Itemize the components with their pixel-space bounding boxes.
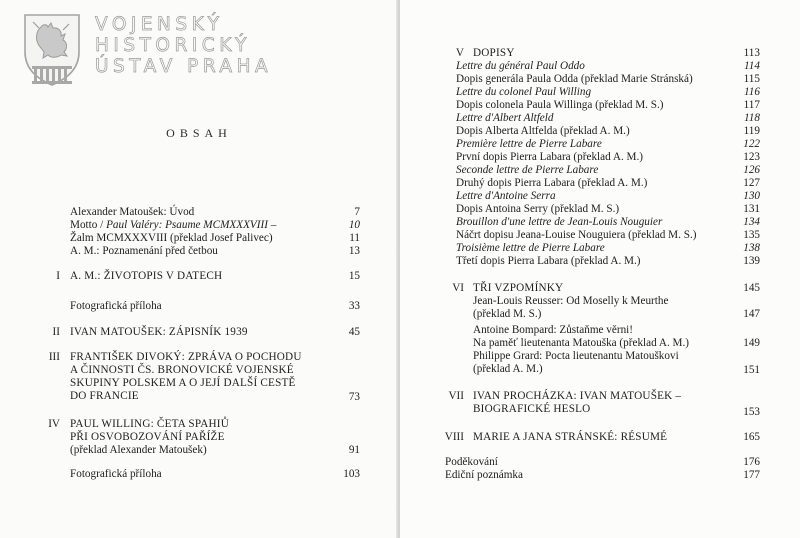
section-number: IV xyxy=(48,418,60,430)
toc-entry[interactable] xyxy=(456,112,760,124)
toc-entry-title: Lettre d'Albert Altfeld xyxy=(456,112,554,124)
toc-entry-page: 165 xyxy=(743,431,760,443)
toc-entry-page: 126 xyxy=(743,164,760,176)
toc-entry[interactable] xyxy=(473,295,760,320)
toc-entry-page: 11 xyxy=(349,232,360,244)
toc-entry-title: Lettre du général Paul Oddo xyxy=(456,60,585,72)
left-page xyxy=(0,0,399,538)
toc-entry-title-line-1: IVAN PROCHÁZKA: IVAN MATOUŠEK – xyxy=(473,390,682,402)
right-toc xyxy=(400,0,800,538)
toc-entry-page: 147 xyxy=(743,308,760,320)
toc-entry-page: 113 xyxy=(743,47,760,59)
toc-entry[interactable] xyxy=(456,177,760,189)
toc-entry-title: Náčrt dopisu Jeana-Louise Nouguiera (překlad M. S.) xyxy=(456,229,697,241)
toc-entry[interactable] xyxy=(456,60,760,72)
toc-entry-page: 127 xyxy=(743,177,760,189)
toc-entry[interactable] xyxy=(473,350,760,375)
publisher-name-line-1: VOJENSKÝ xyxy=(95,14,224,35)
toc-entry-title: Alexander Matoušek: Úvod xyxy=(70,206,195,218)
toc-entry-page: 103 xyxy=(343,468,360,480)
toc-entry-title-prefix: Motto / xyxy=(70,219,107,231)
toc-entry-page: 138 xyxy=(743,242,760,254)
toc-entry-page: 15 xyxy=(348,270,360,282)
toc-entry-title: Ediční poznámka xyxy=(445,469,523,481)
toc-entry-title: TŘI VZPOMÍNKY xyxy=(473,282,564,294)
toc-entry-title: Fotografická příloha xyxy=(70,300,162,312)
toc-entry-title: Žalm MCMXXXVIII (překlad Josef Palivec) xyxy=(70,232,273,244)
toc-entry-page: 151 xyxy=(743,364,760,376)
toc-entry-title-line-2: BIOGRAFICKÉ HESLO xyxy=(473,403,591,415)
toc-entry[interactable] xyxy=(70,206,360,218)
toc-entry[interactable] xyxy=(456,138,760,150)
toc-entry-title: První dopis Pierra Labara (překlad A. M.) xyxy=(456,151,644,163)
toc-entry-page: 7 xyxy=(354,206,360,218)
toc-entry-title: MARIE A JANA STRÁNSKÉ: RÉSUMÉ xyxy=(473,431,668,443)
toc-entry-title: Druhý dopis Pierra Labara (překlad A. M.) xyxy=(456,177,648,189)
toc-entry[interactable] xyxy=(456,125,760,137)
toc-entry-page: 115 xyxy=(743,73,760,85)
toc-entry-page: 117 xyxy=(743,99,760,111)
toc-entry[interactable] xyxy=(70,468,360,480)
toc-entry-title-line-1: Philippe Grard: Pocta lieutenantu Matouškovi xyxy=(473,350,679,362)
toc-entry-title: Lettre du colonel Paul Willing xyxy=(456,86,592,98)
section-number: VI xyxy=(452,282,464,294)
toc-entry-title-line-4: DO FRANCIE xyxy=(70,390,139,402)
toc-entry-title: Seconde lettre de Pierre Labare xyxy=(456,164,599,176)
toc-entry-page: 139 xyxy=(743,255,760,267)
toc-entry-title: Na paměť lieutenanta Matouška (překlad A. M.) xyxy=(473,337,690,349)
toc-entry-page: 119 xyxy=(743,125,760,137)
toc-entry-page: 91 xyxy=(348,444,360,456)
toc-entry[interactable] xyxy=(70,232,360,244)
toc-entry[interactable] xyxy=(456,190,760,202)
toc-entry[interactable] xyxy=(70,245,360,257)
toc-entry-page: 122 xyxy=(743,138,760,150)
section-number: V xyxy=(455,47,464,59)
toc-entry[interactable] xyxy=(70,300,360,312)
toc-entry-title: A. M.: ŽIVOTOPIS V DATECH xyxy=(70,270,223,282)
toc-entry-title-suffix: – xyxy=(267,219,277,231)
toc-entry-page: 114 xyxy=(744,60,760,72)
toc-entry[interactable] xyxy=(456,216,760,228)
toc-entry[interactable] xyxy=(456,242,760,254)
toc-entry-page: 33 xyxy=(348,300,360,312)
toc-entry[interactable] xyxy=(456,229,760,241)
toc-entry[interactable] xyxy=(445,456,760,468)
toc-entry-title: Première lettre de Pierre Labare xyxy=(456,138,602,150)
toc-entry[interactable] xyxy=(456,86,760,98)
toc-entry-page: 116 xyxy=(744,86,760,98)
toc-entry-title: Fotografická příloha xyxy=(70,468,162,480)
toc-entry-title-line-2: (překlad A. M.) xyxy=(473,363,543,376)
toc-entry-title-line-2: A ČINNOSTI ČS. BRONOVICKÉ VOJENSKÉ xyxy=(70,364,294,376)
toc-entry-page: 123 xyxy=(743,151,760,163)
left-toc xyxy=(0,0,398,538)
toc-entry[interactable] xyxy=(70,219,360,231)
toc-entry-title: Troisième lettre de Pierre Labare xyxy=(456,242,605,254)
toc-entry-page: 10 xyxy=(348,219,360,231)
toc-entry-title-italic: Paul Valéry: Psaume MCMXXXVIII xyxy=(106,219,268,231)
toc-entry-title-line-1: PAUL WILLING: ČETA SPAHIŮ xyxy=(70,418,229,430)
toc-entry-title: Brouillon d'une lettre de Jean-Louis Nouguier xyxy=(456,216,663,228)
toc-entry-page: 118 xyxy=(744,112,760,124)
section-number: VIII xyxy=(444,431,464,443)
toc-entry[interactable] xyxy=(473,337,760,349)
publisher-name-line-2: HISTORICKÝ xyxy=(95,35,251,56)
toc-entry-page: 73 xyxy=(348,391,360,403)
toc-entry[interactable] xyxy=(473,324,760,336)
toc-entry-title: Poděkování xyxy=(445,456,498,468)
toc-entry-page: 45 xyxy=(348,326,360,338)
toc-entry-title: Dopis generála Paula Odda (překlad Marie Stránská) xyxy=(456,73,693,85)
toc-entry-page: 149 xyxy=(743,337,760,349)
toc-entry-title: A. M.: Poznamenání před četbou xyxy=(70,245,218,257)
toc-entry-page: 177 xyxy=(743,469,760,481)
toc-entry-page: 153 xyxy=(743,406,760,418)
toc-entry-page: 130 xyxy=(743,190,760,202)
toc-entry-page: 176 xyxy=(743,456,760,468)
section-number: III xyxy=(48,351,60,363)
toc-entry-page: 145 xyxy=(743,282,760,294)
toc-entry[interactable] xyxy=(456,164,760,176)
toc-entry[interactable] xyxy=(456,255,760,267)
toc-entry[interactable] xyxy=(456,151,760,163)
toc-entry-title-line-1: Jean-Louis Reusser: Od Moselly k Meurthe xyxy=(473,295,669,307)
toc-entry-title: Antoine Bompard: Zůstaňme věrni! xyxy=(473,324,634,336)
toc-entry[interactable] xyxy=(456,73,760,85)
toc-entry-title: DOPISY xyxy=(473,47,515,59)
toc-entry[interactable] xyxy=(456,99,760,111)
toc-entry-title: IVAN MATOUŠEK: ZÁPISNÍK 1939 xyxy=(70,326,248,338)
toc-entry[interactable] xyxy=(445,469,760,481)
toc-entry-title-line-2: (překlad M. S.) xyxy=(473,308,542,321)
toc-entry-title: Lettre d'Antoine Serra xyxy=(456,190,556,202)
publisher-name-line-3: ÚSTAV PRAHA xyxy=(95,56,273,77)
toc-entry-title: Třetí dopis Pierra Labara (překlad A. M.) xyxy=(456,255,641,267)
toc-entry[interactable] xyxy=(456,203,760,215)
toc-entry-title-line-2: PŘI OSVOBOZOVÁNÍ PAŘÍŽE xyxy=(70,431,225,443)
toc-entry-page: 13 xyxy=(348,245,360,257)
right-page xyxy=(400,0,800,538)
section-number: VII xyxy=(448,390,464,402)
contents-heading: OBSAH xyxy=(166,126,232,140)
toc-entry-title-line-3: (překlad Alexander Matoušek) xyxy=(70,444,207,456)
toc-entry-title: Dopis colonela Paula Willinga (překlad M. S.) xyxy=(456,99,664,111)
section-number: II xyxy=(52,326,60,338)
toc-entry-page: 134 xyxy=(743,216,760,228)
toc-entry-title: Dopis Antoina Serry (překlad M. S.) xyxy=(456,203,620,215)
toc-entry-title-line-1: FRANTIŠEK DIVOKÝ: ZPRÁVA O POCHODU xyxy=(70,351,302,363)
toc-entry-page: 135 xyxy=(743,229,760,241)
toc-entry-title-line-3: SKUPINY POLSKEM A O JEJÍ DALŠÍ CESTĚ xyxy=(70,377,296,389)
toc-entry-title: Dopis Alberta Altfelda (překlad A. M.) xyxy=(456,125,630,137)
section-number: I xyxy=(56,270,60,282)
toc-entry-page: 131 xyxy=(743,203,760,215)
